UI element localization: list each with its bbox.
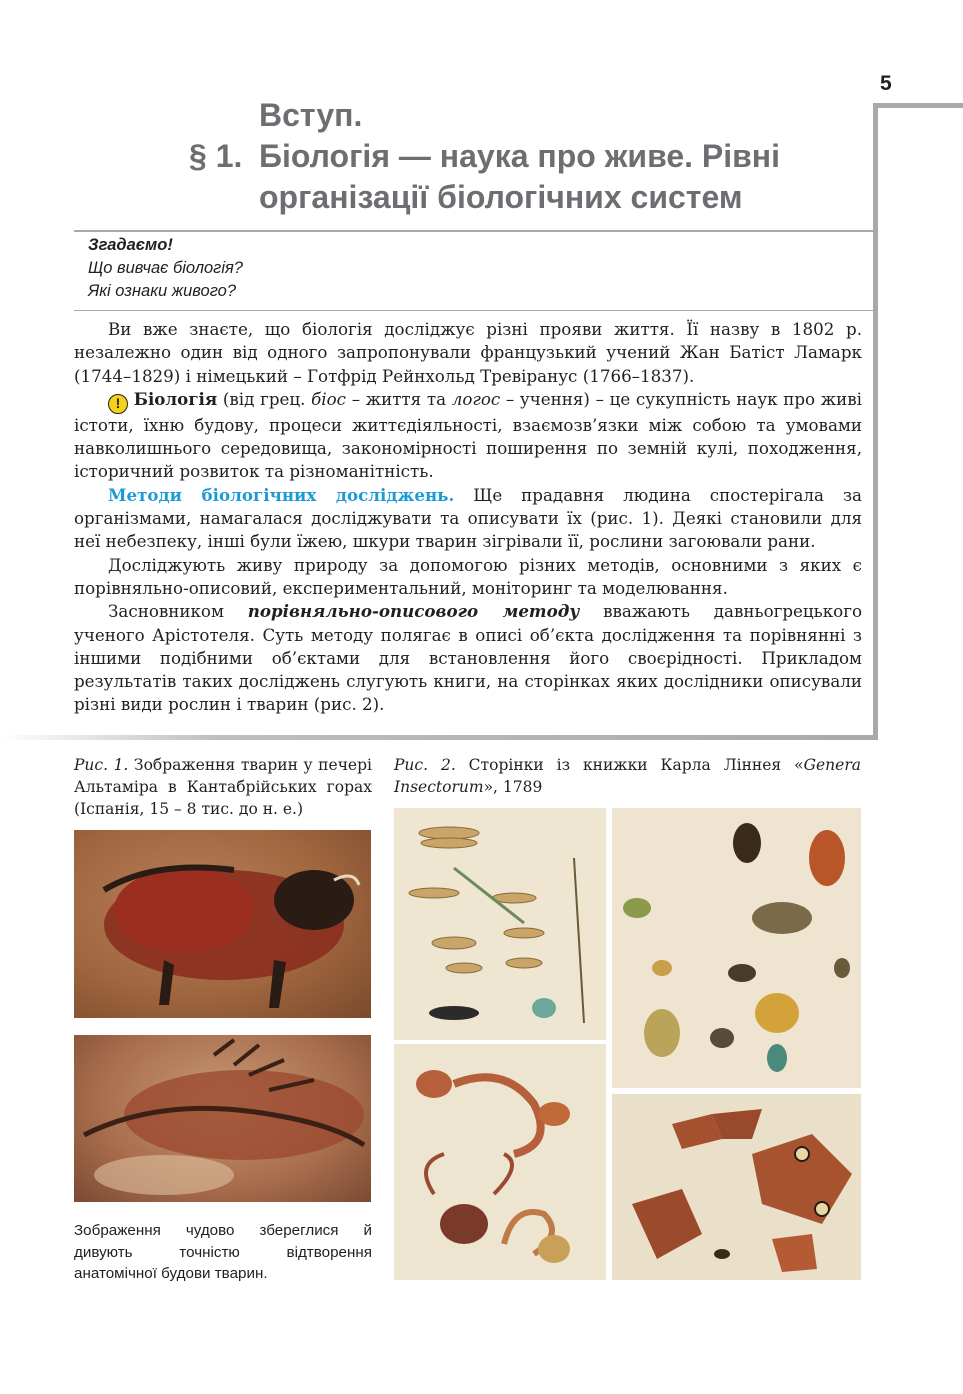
linnaeus-plate-moths [612,1094,861,1280]
exclamation-icon: ! [108,394,128,414]
recall-divider [74,310,874,311]
paragraph-methods [74,484,862,554]
comparative-text-a: Засновником [108,601,248,622]
term-biology: Біологія [133,388,218,409]
linnaeus-plate-crabs [394,1044,606,1280]
fig1-label: Рис. 1. [74,756,129,774]
definition-text-b: – життя та [346,388,452,409]
linnaeus-plate-insects [612,808,861,1088]
fig2-caption [394,754,861,798]
paragraph-methods-list: Досліджують живу природу за допомогою різних методів, основними з яких є порівняльно-описовий, експериментальний, моніторинг та моделювання. [74,554,862,598]
title-line-intro: Вступ. [259,97,363,133]
fig1-note: Зображення чудово збереглися й дивують точністю відтворення анатомічної будови тварин. [74,1222,372,1282]
recall-heading: Згадаємо! [88,236,173,254]
definition-text-a: (від грец. [217,388,312,409]
section-number: § 1. [189,138,243,174]
methods-text: Ще прадавня людина спостерігала за організмами, намагалася досліджувати та описувати їх (рис. 1). Деякі становили для неї небезпеку, інші були їжею, шкури тварин зігрівали її, рослини загоювали рани. [74,484,862,552]
term-logos: логос [451,388,501,409]
paragraph-intro: Ви вже знаєте, що біологія досліджує різні прояви життя. Її назву в 1802 р. незалежно один від одного запропонували французький учений Жан Батіст Ламарк (1744–1829) і німецький – Готфрід Рейнхольд Тревіранус (1766–1837). [74,319,862,386]
fig2-book-title: Genera Insectorum [394,756,861,796]
term-bios: біос [311,388,347,409]
frame-right [873,103,878,739]
linnaeus-plate-dragonflies [394,808,606,1040]
fig2-text-b: », 1789 [483,778,543,796]
title-line-2: Біологія — наука про живе. Рівні [259,138,781,174]
frame-top [873,103,963,108]
term-comparative-method: порівняльно-описового методу [247,601,580,622]
fig1-text: Зображення тварин у печері Альтаміра в Кантабрійських горах (Іспанія, 15 – 8 тис. до н. е.) [74,756,372,818]
cave-painting-deer-photo [74,1035,371,1202]
lesson-title [189,95,869,218]
paragraph-definition [74,388,862,484]
fig2-label: Рис. 2. [394,756,456,774]
methods-heading: Методи біологічних досліджень. [108,484,455,505]
comparative-text-b: вважають давньогрецького ученого Арістотеля. Суть методу полягає в описі об’єкта дослідження та порівнянні з іншими подібними об’єктами для встановлення його своєрідності. Прикладом результатів таких досліджень слугують книги, на сторінках яких дослідники описували різні види рослин і тварин (рис. 2). [74,601,863,715]
page-number: 5 [880,72,892,95]
recall-box [74,230,874,310]
fig2-text-a: Сторінки із книжки Карла Ліннея « [455,756,804,774]
recall-question-1: Що вивчає біологія? [88,259,243,277]
frame-bottom [0,735,878,740]
paragraph-comparative [74,600,862,716]
title-line-3: організації біологічних систем [259,179,743,215]
body-text [74,318,862,717]
fig1-caption [74,754,372,820]
recall-question-2: Які ознаки живого? [88,282,237,300]
cave-painting-bison-photo [74,830,371,1018]
definition-text-c: – учення) – це сукупність наук про живі істоти, їхню будову, процеси життєдіяльності, взаємозв’язки між собою та умовами навколишнього середовища, закономірності поширення по земній кулі, походження, історичний розвиток та різноманітність. [74,388,862,482]
